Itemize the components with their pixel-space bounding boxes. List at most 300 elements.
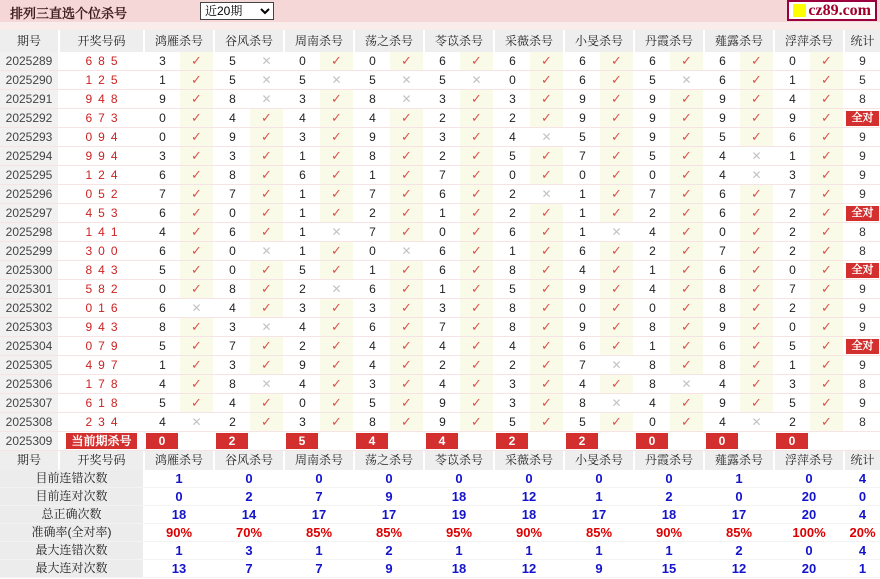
summary-value: 3	[215, 542, 285, 559]
kill-number: 9	[789, 111, 796, 125]
current-kill-number: 4	[426, 433, 458, 449]
summary-stat-value: 0	[858, 489, 867, 504]
empty-mark-cell	[530, 432, 565, 450]
check-icon: ✓	[460, 337, 495, 355]
check-icon: ✓	[740, 375, 775, 393]
kill-number: 0	[789, 263, 796, 277]
stat-cell	[845, 261, 880, 279]
period-cell: 2025299	[0, 242, 60, 260]
check-icon: ✓	[530, 71, 565, 89]
summary-value: 2	[635, 488, 705, 505]
empty-mark-cell	[460, 432, 495, 450]
kill-number: 5	[369, 73, 376, 87]
summary-value: 2	[215, 488, 285, 505]
check-icon: ✓	[810, 128, 845, 146]
check-icon: ✓	[250, 337, 285, 355]
check-icon: ✓	[390, 52, 425, 70]
check-icon: ✓	[740, 90, 775, 108]
expert-column-header: 鸿雁杀号	[145, 451, 215, 470]
check-icon: ✓	[600, 71, 635, 89]
table-row	[0, 90, 880, 109]
summary-row	[0, 542, 880, 560]
table-row	[0, 52, 880, 71]
expert-column-header: 薤露杀号	[705, 30, 775, 52]
expert-column-header: 丹霞杀号	[635, 451, 705, 470]
cross-icon: ✕	[600, 394, 635, 412]
stat-cell	[845, 432, 880, 450]
check-icon: ✓	[460, 147, 495, 165]
check-icon: ✓	[460, 280, 495, 298]
check-icon: ✓	[600, 109, 635, 127]
kill-number: 5	[579, 415, 586, 429]
summary-value: 7	[285, 488, 355, 505]
check-icon: ✓	[320, 394, 355, 412]
check-icon: ✓	[250, 109, 285, 127]
expert-column-header: 浮萍杀号	[775, 30, 845, 52]
period-cell: 2025308	[0, 413, 60, 431]
check-icon: ✓	[390, 413, 425, 431]
current-kill-cell	[565, 432, 600, 450]
stat-cell: 8	[859, 92, 866, 106]
kill-number: 4	[509, 130, 516, 144]
cross-icon: ✕	[390, 242, 425, 260]
expert-column-header: 谷风杀号	[215, 30, 285, 52]
kill-number: 6	[579, 54, 586, 68]
kill-number: 9	[719, 111, 726, 125]
kill-number: 6	[299, 168, 306, 182]
current-kill-number: 4	[356, 433, 388, 449]
kill-number: 2	[509, 358, 516, 372]
check-icon: ✓	[600, 242, 635, 260]
kill-number: 8	[159, 320, 166, 334]
kill-number: 3	[299, 415, 306, 429]
expert-column-header: 苓苡杀号	[425, 30, 495, 52]
kill-number: 4	[159, 225, 166, 239]
check-icon: ✓	[530, 356, 565, 374]
summary-row	[0, 524, 880, 542]
kill-number: 0	[159, 282, 166, 296]
check-icon: ✓	[810, 280, 845, 298]
kill-number: 7	[579, 149, 586, 163]
summary-label: 目前连对次数	[0, 488, 145, 505]
draw-number: 685	[60, 52, 145, 70]
kill-number: 4	[649, 396, 656, 410]
summary-row	[0, 488, 880, 506]
period-cell: 2025297	[0, 204, 60, 222]
table-row	[0, 223, 880, 242]
check-icon: ✓	[390, 109, 425, 127]
kill-number: 4	[369, 339, 376, 353]
expert-column-header: 薤露杀号	[705, 451, 775, 470]
check-icon: ✓	[740, 299, 775, 317]
check-icon: ✓	[390, 299, 425, 317]
cross-icon: ✕	[460, 71, 495, 89]
site-logo[interactable]	[787, 0, 877, 21]
period-cell: 2025307	[0, 394, 60, 412]
kill-number: 6	[579, 244, 586, 258]
cross-icon: ✕	[670, 71, 705, 89]
expert-column-header: 小旻杀号	[565, 451, 635, 470]
cross-icon: ✕	[250, 52, 285, 70]
table-row	[0, 109, 880, 128]
cross-icon: ✕	[740, 147, 775, 165]
kill-number: 9	[369, 130, 376, 144]
check-icon: ✓	[530, 394, 565, 412]
kill-number: 5	[159, 396, 166, 410]
check-icon: ✓	[670, 318, 705, 336]
check-icon: ✓	[740, 318, 775, 336]
check-icon: ✓	[530, 337, 565, 355]
check-icon: ✓	[530, 90, 565, 108]
summary-value: 1	[495, 542, 565, 559]
full-correct-badge: 全对	[846, 111, 879, 126]
check-icon: ✓	[600, 90, 635, 108]
current-kill-number: 0	[146, 433, 178, 449]
check-icon: ✓	[530, 147, 565, 165]
stat-column-header: 统计	[845, 451, 880, 470]
kill-number: 9	[649, 92, 656, 106]
check-icon: ✓	[250, 261, 285, 279]
kill-number: 2	[299, 282, 306, 296]
kill-number: 8	[649, 320, 656, 334]
summary-value: 90%	[145, 524, 215, 541]
kill-number: 5	[439, 73, 446, 87]
kill-number: 6	[719, 187, 726, 201]
current-kill-label: 当前期杀号	[66, 433, 137, 449]
kill-number: 6	[159, 168, 166, 182]
current-kill-cell	[775, 432, 810, 450]
top-bar	[0, 0, 880, 22]
table-row	[0, 394, 880, 413]
kill-number: 0	[789, 54, 796, 68]
summary-value: 19	[425, 506, 495, 523]
summary-value: 85%	[565, 524, 635, 541]
kill-number: 2	[439, 358, 446, 372]
kill-number: 1	[579, 206, 586, 220]
check-icon: ✓	[250, 356, 285, 374]
expert-column-header: 周南杀号	[285, 451, 355, 470]
kill-number: 3	[439, 130, 446, 144]
kill-number-table	[0, 30, 880, 578]
summary-value: 18	[145, 506, 215, 523]
summary-row	[0, 470, 880, 488]
kill-number: 9	[229, 130, 236, 144]
check-icon: ✓	[530, 204, 565, 222]
check-icon: ✓	[670, 223, 705, 241]
check-icon: ✓	[740, 71, 775, 89]
kill-number: 4	[649, 225, 656, 239]
check-icon: ✓	[740, 109, 775, 127]
kill-number: 0	[369, 54, 376, 68]
stat-cell	[845, 337, 880, 355]
stat-cell: 8	[859, 377, 866, 391]
cross-icon: ✕	[390, 90, 425, 108]
check-icon: ✓	[320, 375, 355, 393]
summary-value: 14	[215, 506, 285, 523]
draw-number: 052	[60, 185, 145, 203]
check-icon: ✓	[810, 52, 845, 70]
stat-cell: 9	[859, 358, 866, 372]
kill-number: 1	[299, 225, 306, 239]
cross-icon: ✕	[320, 71, 355, 89]
kill-number: 4	[299, 377, 306, 391]
expert-column-header: 小旻杀号	[565, 30, 635, 52]
period-cell: 2025300	[0, 261, 60, 279]
page-title: 排列三直选个位杀号	[10, 6, 128, 21]
check-icon: ✓	[390, 147, 425, 165]
kill-number: 5	[369, 396, 376, 410]
check-icon: ✓	[530, 375, 565, 393]
current-period-row	[0, 432, 880, 451]
current-kill-number: 0	[706, 433, 738, 449]
kill-number: 2	[439, 149, 446, 163]
kill-number: 5	[789, 339, 796, 353]
kill-number: 9	[439, 415, 446, 429]
summary-value: 1	[705, 470, 775, 487]
kill-number: 0	[649, 168, 656, 182]
check-icon: ✓	[740, 185, 775, 203]
kill-number: 8	[229, 377, 236, 391]
kill-number: 1	[159, 73, 166, 87]
kill-number: 3	[439, 301, 446, 315]
check-icon: ✓	[180, 318, 215, 336]
check-icon: ✓	[600, 185, 635, 203]
cross-icon: ✕	[250, 71, 285, 89]
kill-number: 8	[649, 358, 656, 372]
check-icon: ✓	[250, 413, 285, 431]
summary-value: 0	[775, 542, 845, 559]
summary-value: 1	[565, 542, 635, 559]
kill-number: 5	[649, 149, 656, 163]
kill-number: 6	[719, 73, 726, 87]
check-icon: ✓	[600, 299, 635, 317]
current-kill-cell	[215, 432, 250, 450]
kill-number: 0	[229, 244, 236, 258]
kill-number: 6	[649, 54, 656, 68]
kill-number: 8	[509, 320, 516, 334]
kill-number: 1	[369, 263, 376, 277]
check-icon: ✓	[600, 261, 635, 279]
kill-number: 1	[649, 263, 656, 277]
cross-icon: ✕	[180, 413, 215, 431]
summary-value: 1	[565, 488, 635, 505]
kill-number: 7	[229, 187, 236, 201]
check-icon: ✓	[740, 223, 775, 241]
check-icon: ✓	[460, 52, 495, 70]
kill-number: 1	[579, 225, 586, 239]
check-icon: ✓	[390, 280, 425, 298]
kill-number: 6	[439, 187, 446, 201]
check-icon: ✓	[810, 394, 845, 412]
period-cell: 2025302	[0, 299, 60, 317]
table-row	[0, 242, 880, 261]
kill-number: 5	[229, 54, 236, 68]
kill-number: 6	[789, 130, 796, 144]
cross-icon: ✕	[530, 128, 565, 146]
summary-value: 0	[215, 470, 285, 487]
stat-cell: 5	[859, 73, 866, 87]
kill-number: 5	[789, 396, 796, 410]
table-row	[0, 147, 880, 166]
table-row	[0, 299, 880, 318]
expert-column-header: 荡之杀号	[355, 451, 425, 470]
kill-number: 4	[509, 339, 516, 353]
kill-number: 6	[579, 73, 586, 87]
check-icon: ✓	[740, 242, 775, 260]
kill-number: 8	[719, 301, 726, 315]
kill-number: 5	[299, 263, 306, 277]
cross-icon: ✕	[250, 375, 285, 393]
draw-number: 943	[60, 318, 145, 336]
kill-number: 7	[439, 168, 446, 182]
draw-number: 300	[60, 242, 145, 260]
draw-number: 178	[60, 375, 145, 393]
kill-number: 4	[299, 111, 306, 125]
check-icon: ✓	[670, 90, 705, 108]
check-icon: ✓	[740, 394, 775, 412]
table-row	[0, 71, 880, 90]
expert-column-header: 苓苡杀号	[425, 451, 495, 470]
kill-number: 6	[159, 206, 166, 220]
expert-column-header: 丹霞杀号	[635, 30, 705, 52]
summary-value: 15	[635, 560, 705, 577]
kill-number: 9	[719, 320, 726, 334]
check-icon: ✓	[670, 299, 705, 317]
check-icon: ✓	[390, 128, 425, 146]
kill-number: 0	[229, 206, 236, 220]
check-icon: ✓	[740, 204, 775, 222]
kill-number: 1	[299, 149, 306, 163]
summary-value: 12	[495, 488, 565, 505]
check-icon: ✓	[320, 128, 355, 146]
top-gap-strip	[0, 22, 880, 30]
check-icon: ✓	[810, 109, 845, 127]
check-icon: ✓	[180, 223, 215, 241]
check-icon: ✓	[530, 413, 565, 431]
check-icon: ✓	[810, 375, 845, 393]
check-icon: ✓	[460, 185, 495, 203]
check-icon: ✓	[740, 128, 775, 146]
kill-number: 0	[649, 301, 656, 315]
range-select[interactable]	[200, 2, 274, 20]
kill-number: 8	[719, 358, 726, 372]
full-correct-badge: 全对	[846, 263, 879, 278]
check-icon: ✓	[390, 318, 425, 336]
kill-number: 3	[439, 92, 446, 106]
check-icon: ✓	[250, 299, 285, 317]
kill-number: 5	[159, 263, 166, 277]
kill-number: 2	[789, 225, 796, 239]
stat-cell: 9	[859, 301, 866, 315]
kill-number: 3	[229, 149, 236, 163]
summary-value: 17	[565, 506, 635, 523]
period-cell: 2025301	[0, 280, 60, 298]
check-icon: ✓	[600, 318, 635, 336]
draw-number: 948	[60, 90, 145, 108]
check-icon: ✓	[670, 204, 705, 222]
draw-number: 497	[60, 356, 145, 374]
check-icon: ✓	[320, 261, 355, 279]
check-icon: ✓	[390, 204, 425, 222]
check-icon: ✓	[810, 337, 845, 355]
draw-number: 124	[60, 166, 145, 184]
kill-number: 9	[719, 92, 726, 106]
empty-mark-cell	[250, 432, 285, 450]
period-cell: 2025291	[0, 90, 60, 108]
kill-number: 1	[299, 206, 306, 220]
summary-value: 0	[355, 470, 425, 487]
check-icon: ✓	[600, 52, 635, 70]
current-kill-cell	[425, 432, 460, 450]
summary-value: 1	[635, 542, 705, 559]
cross-icon: ✕	[320, 223, 355, 241]
cross-icon: ✕	[740, 166, 775, 184]
expert-column-header: 周南杀号	[285, 30, 355, 52]
check-icon: ✓	[810, 299, 845, 317]
kill-number: 6	[719, 54, 726, 68]
check-icon: ✓	[670, 356, 705, 374]
summary-value: 0	[635, 470, 705, 487]
kill-number: 4	[719, 149, 726, 163]
check-icon: ✓	[460, 261, 495, 279]
cross-icon: ✕	[740, 413, 775, 431]
summary-stat-value: 1	[858, 561, 867, 576]
summary-value: 9	[565, 560, 635, 577]
kill-number: 9	[299, 358, 306, 372]
summary-value: 20	[775, 506, 845, 523]
summary-label: 总正确次数	[0, 506, 145, 523]
summary-value: 17	[705, 506, 775, 523]
table-row	[0, 318, 880, 337]
kill-number: 0	[509, 73, 516, 87]
kill-number: 3	[369, 301, 376, 315]
kill-number: 3	[509, 92, 516, 106]
check-icon: ✓	[530, 52, 565, 70]
check-icon: ✓	[670, 280, 705, 298]
kill-number: 9	[579, 282, 586, 296]
kill-number: 0	[299, 396, 306, 410]
draw-number: 994	[60, 147, 145, 165]
check-icon: ✓	[670, 52, 705, 70]
stat-cell: 9	[859, 320, 866, 334]
draw-number: 618	[60, 394, 145, 412]
period-cell: 2025309	[0, 432, 60, 450]
summary-value: 12	[705, 560, 775, 577]
full-correct-badge: 全对	[846, 339, 879, 354]
period-cell: 2025303	[0, 318, 60, 336]
stat-cell: 9	[859, 396, 866, 410]
kill-number: 4	[229, 396, 236, 410]
kill-number: 4	[159, 377, 166, 391]
check-icon: ✓	[250, 166, 285, 184]
check-icon: ✓	[250, 128, 285, 146]
check-icon: ✓	[320, 318, 355, 336]
current-kill-cell	[145, 432, 180, 450]
kill-number: 1	[299, 244, 306, 258]
check-icon: ✓	[320, 52, 355, 70]
check-icon: ✓	[670, 128, 705, 146]
kill-number: 4	[579, 377, 586, 391]
kill-number: 6	[159, 301, 166, 315]
kill-number: 5	[719, 130, 726, 144]
kill-number: 7	[579, 358, 586, 372]
current-kill-number: 5	[286, 433, 318, 449]
check-icon: ✓	[320, 90, 355, 108]
check-icon: ✓	[600, 204, 635, 222]
table-header-row	[0, 30, 880, 52]
kill-number: 7	[719, 244, 726, 258]
kill-number: 0	[789, 320, 796, 334]
